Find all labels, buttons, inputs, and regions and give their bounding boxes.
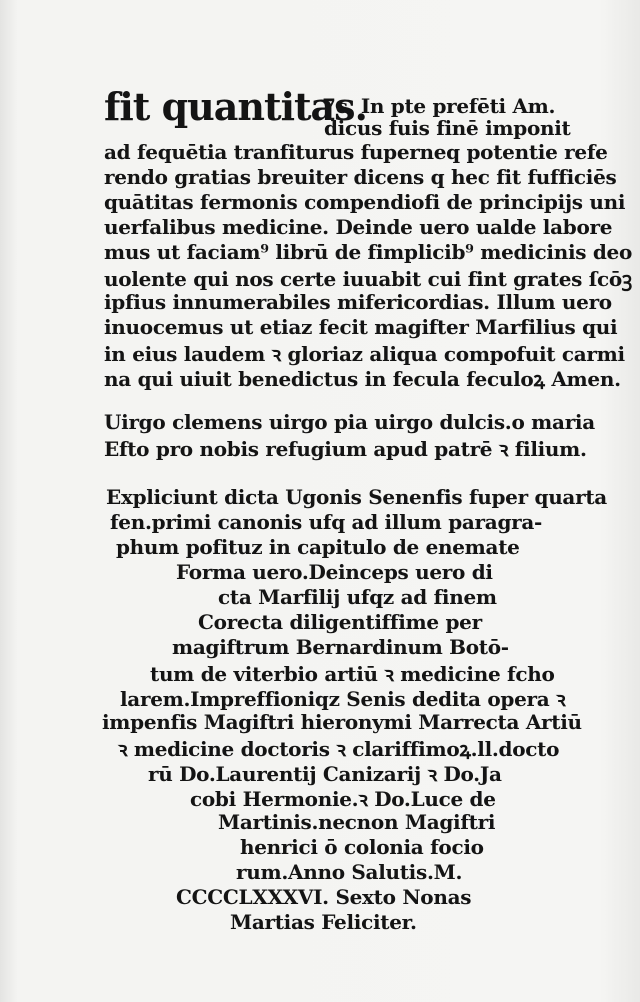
text-line: ꝛ medicine doctoris ꝛ clariffimoꝝ.ll.docto — [118, 737, 560, 761]
text-line: ipfius innumerabiles mifericordias. Illum uero — [104, 290, 612, 314]
text-line: Expliciunt dicta Ugonis Senenfis fuper quarta — [106, 485, 607, 509]
text-line: Martinis.necnon Magiftri — [218, 810, 496, 834]
text-line: Forma uero.Deinceps uero di — [176, 560, 493, 584]
text-line: mus ut faciam⁹ librū de fimplicib⁹ medicinis deo — [104, 240, 633, 264]
text-line: Corecta diligentiffime per — [198, 610, 482, 634]
text-line: dicus fuis finē imponit — [324, 116, 571, 140]
text-line: tum de viterbio artiū ꝛ medicine fcho — [150, 662, 555, 686]
text-line: uolente qui nos certe iuuabit cui fint grates ſcōꝫ — [104, 267, 632, 291]
text-line: 7c. In pte prefēti Am. — [322, 94, 556, 118]
text-line: in eius laudem ꝛ gloriaz aliqua compofuit carmi — [104, 342, 625, 366]
text-line: ad fequētia tranfiturus fuperneq potentie refe — [104, 140, 608, 164]
text-line: rendo gratias breuiter dicens q hec fit fufficiēs — [104, 165, 617, 189]
text-line: henrici ō colonia focio — [240, 835, 484, 859]
text-line: inuocemus ut etiaz fecit magifter Marfilius qui — [104, 315, 618, 339]
text-line: rū Do.Laurentij Canizarij ꝛ Do.Ja — [148, 762, 502, 786]
text-line: impenfis Magiftri hieronymi Marrecta Artiū — [102, 710, 582, 734]
text-line: magiftrum Bernardinum Botō- — [172, 635, 509, 659]
text-line: quātitas fermonis compendiofi de principijs uni — [104, 190, 626, 214]
text-line: Martias Feliciter. — [230, 910, 417, 934]
text-line: CCCCLXXXVI. Sexto Nonas — [176, 885, 472, 909]
text-line: phum pofituz in capitulo de enemate — [116, 535, 520, 559]
text-line: Efto pro nobis refugium apud patrē ꝛ filium. — [104, 437, 587, 461]
text-line: uerfalibus medicine. Deinde uero ualde labore — [104, 215, 613, 239]
text-line: cobi Hermonie.ꝛ Do.Luce de — [190, 787, 496, 811]
text-line: larem.Impreffioniqz Senis dedita opera ꝛ — [120, 687, 566, 711]
text-line: na qui uiuit benedictus in fecula feculoꝝ Amen. — [104, 367, 621, 391]
heading: fit quantitas. — [104, 84, 367, 129]
text-line: Uirgo clemens uirgo pia uirgo dulcis.o maria — [104, 410, 595, 434]
text-line: rum.Anno Salutis.M. — [236, 860, 463, 884]
text-line: fen.primi canonis ufq ad illum paragra- — [110, 510, 543, 534]
text-line: cta Marfilij ufqz ad finem — [218, 585, 497, 609]
